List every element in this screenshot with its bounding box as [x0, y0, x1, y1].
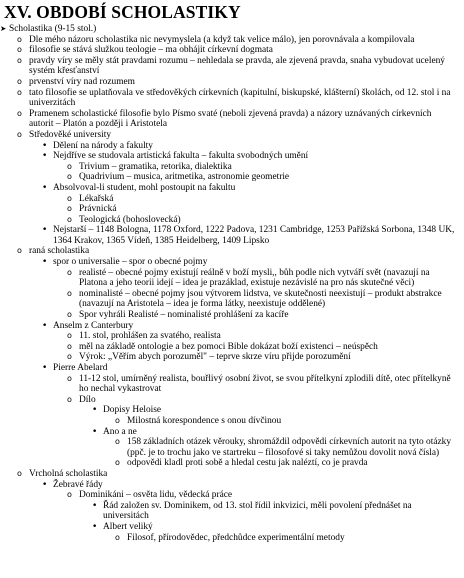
list-item: • Anselm z Canterbury o 11. stol, prohlášen za svatého, realista o měl na základě ontologie a bez pomoci Bible dokázat boží existenci – neúspěch o Výrok: „Věřím abych porozuměl" – teprve skrze víru přijde porozumění — [41, 321, 458, 363]
section-scholastika: ➤ Scholastika (9-15 stol.) o Dle mého názoru scholastika nic nevymyslela (a když tak velice málo), jen porovnávala a kompilovala o filosofie se stává služkou teologie – ma obhájit církevní dogmata o pravdy víry se měly stát pravdami rozumu – nehledala se pravda, ale zjevená pravda, snaha vybudovat ucelený systém křesťanství o prvenství víry nad rozumem o tato filosofie se uplatňovala ve středověkých církevních (kapitulní, biskupské, klášterní) školách, od 12. stol i na univerzitách o Pramenem scholastické filosofie bylo Písmo svaté (neboli zjevená pravda) a názory uznávaných církevních autorit – Platón a později i Aristotela o Středověké university • Dělení na národy a fakulty • Nejdříve se studovala artistická fakulta – fakulta svobodných umění o Trivium – gramatika, retorika, dialektika o Quadrivium – musica, aritmetika, astronomie geometrie • Absolvoval-li student, mohl postoupit na fakultu o Lékařská o Právnická o Teologická (bohoslovecká) • Nejstarší – 1148 Bologna, 1178 Oxford, 1222 Padova, 1231 Cambridge, 1253 Pařížská Sorbona, 1348 UK, 1364 Krakov, 1365 Vídeň, 1385 Heidelberg, 1409 Lipsko o raná scholastika • spor o universalie – spor o obecné pojmy o realisté – obecné pojmy existují reálně v boží mysli,, bůh podle nich vytváří svět (navazují na Platona a jeho teorii idejí – idea je prazáklad, existuje nezávislé na pro nás skutečné věci) o nominalisté – obecné pojmy jsou výtvorem lidstva, ve skutečnosti neexistují – produkt abstrakce (navazují na Aristotela – idea je forma látky, neexistuje oddělené) o Spor vyhráli Realisté – nominalisté prohlášení za kacíře • Anselm z Canterbury o 11. stol, prohlášen za svatého, realista o měl na základě ontologie a bez pomoci Bible dokázat boží existenci – neúspěch o Výrok: „Věřím abych porozuměl" – teprve skrze víru přijde porozumění • Pierre Abelard o 11-12 stol, umírněný realista, bouřlivý osobní život, se svou přítelkyní zplodili dítě, otec přítelkyně ho nechal vykastrovat o Dílo • Dopisy Heloise o Milostná korespondence s onou dívčinou • Ano a ne o 158 základních otázek věrouky, shromáždil odpovědi církevních autorit na tyto otázky (ppč. je to trochu jako ve startreku – filosofové si taky nemůžou dovolit nová čísla) o odpovědi kladl proti sobě a hledal cestu jak naléztí, co je pravda o Vrcholná scholastika • Žebravé řády o Dominikáni – osvěta lidu, vědecká práce • Řád založen sv. Dominikem, od 13. stol řídil inkvizici, měli povolení přednášet na universitách • Albert veliký o Filosof, přírodovědec, předchůdce experimentální metody — [0, 24, 458, 543]
circle-bullet-icon: o — [67, 172, 72, 182]
circle-bullet-icon: o — [67, 288, 72, 298]
list-item: o měl na základě ontologie a bez pomoci Bible dokázat boží existenci – neúspěch — [67, 341, 378, 352]
outline — [0, 24, 458, 543]
list-item: o filosofie se stává služkou teologie – ma obhájit církevní dogmata — [17, 45, 273, 56]
list-item: o Výrok: „Věřím abych porozuměl" – teprve skrze víru přijde porozumění — [67, 352, 351, 363]
circle-bullet-icon: o — [67, 394, 72, 404]
list-item: • Pierre Abelard o 11-12 stol, umírněný realista, bouřlivý osobní život, se svou přítelkyní zplodili dítě, otec přítelkyně ho nechal vykastrovat o Dílo • Dopisy Heloise o Milostná korespondence s onou dívčinou • Ano a ne o 158 základních otázek věrouky, shromáždil odpovědi církevních autorit na tyto otázky (ppč. je to trochu jako ve startreku – filosofové si taky nemůžou dovolit nová čísla) o odpovědi kladl proti sobě a hledal cestu jak naléztí, co je pravda — [41, 363, 458, 469]
circle-bullet-icon: o — [17, 45, 22, 55]
circle-bullet-icon: o — [115, 415, 120, 425]
circle-bullet-icon: o — [67, 310, 72, 320]
circle-bullet-icon: o — [17, 108, 22, 118]
arrow-bullet-icon: ➤ — [0, 24, 7, 33]
list-item: o Spor vyhráli Realisté – nominalisté prohlášení za kacíře — [67, 310, 289, 321]
list-item: o prvenství víry nad rozumem — [17, 76, 135, 87]
disc-bullet-icon: • — [42, 320, 48, 331]
list-item: o 11-12 stol, umírněný realista, bouřlivý osobní život, se svou přítelkyní zplodili dítě, otec přítelkyně ho nechal vykastrovat — [67, 373, 451, 395]
list-item: o Teologická (bohoslovecká) — [67, 214, 181, 225]
list-item: o odpovědi kladl proti sobě a hledal cestu jak naléztí, co je pravda — [115, 458, 368, 469]
list-item: o 11. stol, prohlášen za svatého, realista — [67, 331, 221, 342]
circle-bullet-icon: o — [67, 373, 72, 383]
circle-bullet-icon: o — [67, 331, 72, 341]
list-item: o Dílo • Dopisy Heloise o Milostná korespondence s onou dívčinou • Ano a ne o 158 základních otázek věrouky, shromáždil odpovědi církevních autorit na tyto otázky (ppč. je to trochu jako ve startreku – filosofové si taky nemůžou dovolit nová čísla) o odpovědi kladl proti sobě a hledal cestu jak naléztí, co je pravda — [67, 395, 458, 469]
disc-bullet-icon: • — [42, 257, 48, 268]
list-item: o Trivium – gramatika, retorika, dialektika — [67, 161, 232, 172]
disc-bullet-icon: • — [92, 500, 98, 511]
list-item: o pravdy víry se měly stát pravdami rozumu – nehledala se pravda, ale zjevená pravda, snaha vybudovat ucelený systém křesťanství — [17, 55, 445, 77]
circle-bullet-icon: o — [67, 193, 72, 203]
circle-bullet-icon: o — [67, 341, 72, 351]
circle-bullet-icon: o — [115, 458, 120, 468]
circle-bullet-icon: o — [17, 468, 22, 478]
list-item: • Řád založen sv. Dominikem, od 13. stol řídil inkvizici, měli povolení přednášet na universitách — [92, 500, 412, 522]
disc-bullet-icon: • — [42, 479, 48, 490]
list-item: o Právnická — [67, 204, 117, 215]
disc-bullet-icon: • — [42, 140, 48, 151]
disc-bullet-icon: • — [42, 363, 48, 373]
list-item-high-scholastika: o Vrcholná scholastika • Žebravé řády o Dominikáni – osvěta lidu, vědecká práce • Řád založen sv. Dominikem, od 13. stol řídil inkvizici, měli povolení přednášet na universitách • Albert veliký o Filosof, přírodovědec, předchůdce experimentální metody — [17, 469, 458, 543]
disc-bullet-icon: • — [42, 182, 48, 193]
disc-bullet-icon: • — [92, 426, 98, 437]
circle-bullet-icon: o — [17, 55, 22, 65]
list-item: • Žebravé řády o Dominikáni – osvěta lidu, vědecká práce • Řád založen sv. Dominikem, od 13. stol řídil inkvizici, měli povolení přednášet na universitách • Albert veliký o Filosof, přírodovědec, předchůdce experimentální metody — [41, 480, 458, 544]
disc-bullet-icon: • — [92, 521, 98, 532]
list-item: • Dělení na národy a fakulty — [42, 140, 153, 151]
list-item: • Ano a ne o 158 základních otázek věrouky, shromáždil odpovědi církevních autorit na tyto otázky (ppč. je to trochu jako ve startreku – filosofové si taky nemůžou dovolit nová čísla) o odpovědi kladl proti sobě a hledal cestu jak naléztí, co je pravda — [91, 427, 458, 469]
circle-bullet-icon: o — [67, 267, 72, 277]
list-item: • Nejdříve se studovala artistická fakulta – fakulta svobodných umění o Trivium – gramatika, retorika, dialektika o Quadrivium – musica, aritmetika, astronomie geometrie — [41, 151, 458, 183]
circle-bullet-icon: o — [17, 34, 22, 44]
disc-bullet-icon: • — [92, 405, 98, 416]
circle-bullet-icon: o — [115, 437, 120, 447]
circle-bullet-icon: o — [67, 161, 72, 171]
disc-bullet-icon: • — [42, 225, 48, 236]
list-item: o 158 základních otázek věrouky, shromáždil odpovědi církevních autorit na tyto otázky (ppč. je to trochu jako ve startreku – filosofové si taky nemůžou dovolit nová čísla) — [115, 437, 452, 458]
disc-bullet-icon: • — [42, 151, 48, 162]
list-item: • Nejstarší – 1148 Bologna, 1178 Oxford, 1222 Padova, 1231 Cambridge, 1253 Pařížská Sorbona, 1348 UK, 1364 Krakov, 1365 Vídeň, 1385 Heidelberg, 1409 Lipsko — [42, 225, 455, 246]
page-title: XV. OBDOBÍ SCHOLASTIKY — [4, 2, 241, 22]
list-item: o Quadrivium – musica, aritmetika, astronomie geometrie — [67, 172, 290, 183]
circle-bullet-icon: o — [17, 87, 22, 97]
circle-bullet-icon: o — [67, 204, 72, 214]
list-item-universities: o Středověké university • Dělení na národy a fakulty • Nejdříve se studovala artistická fakulta – fakulta svobodných umění o Trivium – gramatika, retorika, dialektika o Quadrivium – musica, aritmetika, astronomie geometrie • Absolvoval-li student, mohl postoupit na fakultu o Lékařská o Právnická o Teologická (bohoslovecká) • Nejstarší – 1148 Bologna, 1178 Oxford, 1222 Padova, 1231 Cambridge, 1253 Pařížská Sorbona, 1348 UK, 1364 Krakov, 1365 Vídeň, 1385 Heidelberg, 1409 Lipsko — [17, 130, 458, 247]
circle-bullet-icon: o — [115, 532, 120, 542]
list-item: o Lékařská — [67, 193, 114, 204]
list-item: • Absolvoval-li student, mohl postoupit na fakultu o Lékařská o Právnická o Teologická (bohoslovecká) — [41, 183, 458, 225]
list-item: o Milostná korespondence s onou dívčinou — [115, 415, 282, 426]
list-item: o Pramenem scholastické filosofie bylo Písmo svaté (neboli zjevená pravda) a názory uznávaných církevních autorit – Platón a později i Aristotela — [17, 108, 432, 130]
list-item: • Dopisy Heloise o Milostná korespondence s onou dívčinou — [91, 405, 458, 426]
circle-bullet-icon: o — [67, 214, 72, 224]
list-item: o realisté – obecné pojmy existují reálně v boží mysli,, bůh podle nich vytváří svět (navazují na Platona a jeho teorii idejí – idea je prazáklad, existuje nezávislé na pro nás skutečné věci) — [67, 267, 430, 289]
circle-bullet-icon: o — [67, 490, 72, 500]
list-item: • spor o universalie – spor o obecné pojmy o realisté – obecné pojmy existují reálně v boží mysli,, bůh podle nich vytváří svět (navazují na Platona a jeho teorii idejí – idea je prazáklad, existuje nezávislé na pro nás skutečné věci) o nominalisté – obecné pojmy jsou výtvorem lidstva, ve skutečnosti neexistují – produkt abstrakce (navazují na Aristotela – idea je forma látky, neexistuje oddělené) o Spor vyhráli Realisté – nominalisté prohlášení za kacíře — [41, 257, 458, 321]
circle-bullet-icon: o — [17, 129, 22, 139]
circle-bullet-icon: o — [67, 352, 72, 362]
list-item: o Dle mého názoru scholastika nic nevymyslela (a když tak velice málo), jen porovnávala a kompilovala — [17, 34, 415, 45]
list-item: • Albert veliký o Filosof, přírodovědec, předchůdce experimentální metody — [91, 522, 458, 543]
circle-bullet-icon: o — [17, 76, 22, 86]
list-item: o nominalisté – obecné pojmy jsou výtvorem lidstva, ve skutečnosti neexistují – produkt abstrakce (navazují na Aristotela – idea je forma látky, neexistuje oddělené) — [67, 288, 442, 310]
list-item: o Dominikáni – osvěta lidu, vědecká práce • Řád založen sv. Dominikem, od 13. stol řídil inkvizici, měli povolení přednášet na universitách • Albert veliký o Filosof, přírodovědec, předchůdce experimentální metody — [67, 490, 458, 543]
circle-bullet-icon: o — [17, 246, 22, 256]
list-item: o tato filosofie se uplatňovala ve středověkých církevních (kapitulní, biskupské, klášterní) školách, od 12. stol i na univerzitách — [17, 87, 451, 109]
list-item-early-scholastika: o raná scholastika • spor o universalie – spor o obecné pojmy o realisté – obecné pojmy existují reálně v boží mysli,, bůh podle nich vytváří svět (navazují na Platona a jeho teorii idejí – idea je prazáklad, existuje nezávislé na pro nás skutečné věci) o nominalisté – obecné pojmy jsou výtvorem lidstva, ve skutečnosti neexistují – produkt abstrakce (navazují na Aristotela – idea je forma látky, neexistuje oddělené) o Spor vyhráli Realisté – nominalisté prohlášení za kacíře • Anselm z Canterbury o 11. stol, prohlášen za svatého, realista o měl na základě ontologie a bez pomoci Bible dokázat boží existenci – neúspěch o Výrok: „Věřím abych porozuměl" – teprve skrze víru přijde porozumění • Pierre Abelard o 11-12 stol, umírněný realista, bouřlivý osobní život, se svou přítelkyní zplodili dítě, otec přítelkyně ho nechal vykastrovat o Dílo • Dopisy Heloise o Milostná korespondence s onou dívčinou • Ano a ne o 158 základních otázek věrouky, shromáždil odpovědi církevních autorit na tyto otázky (ppč. je to trochu jako ve startreku – filosofové si taky nemůžou dovolit nová čísla) o odpovědi kladl proti sobě a hledal cestu jak naléztí, co je pravda — [17, 246, 458, 468]
list-item: o Filosof, přírodovědec, předchůdce experimentální metody — [115, 532, 345, 543]
